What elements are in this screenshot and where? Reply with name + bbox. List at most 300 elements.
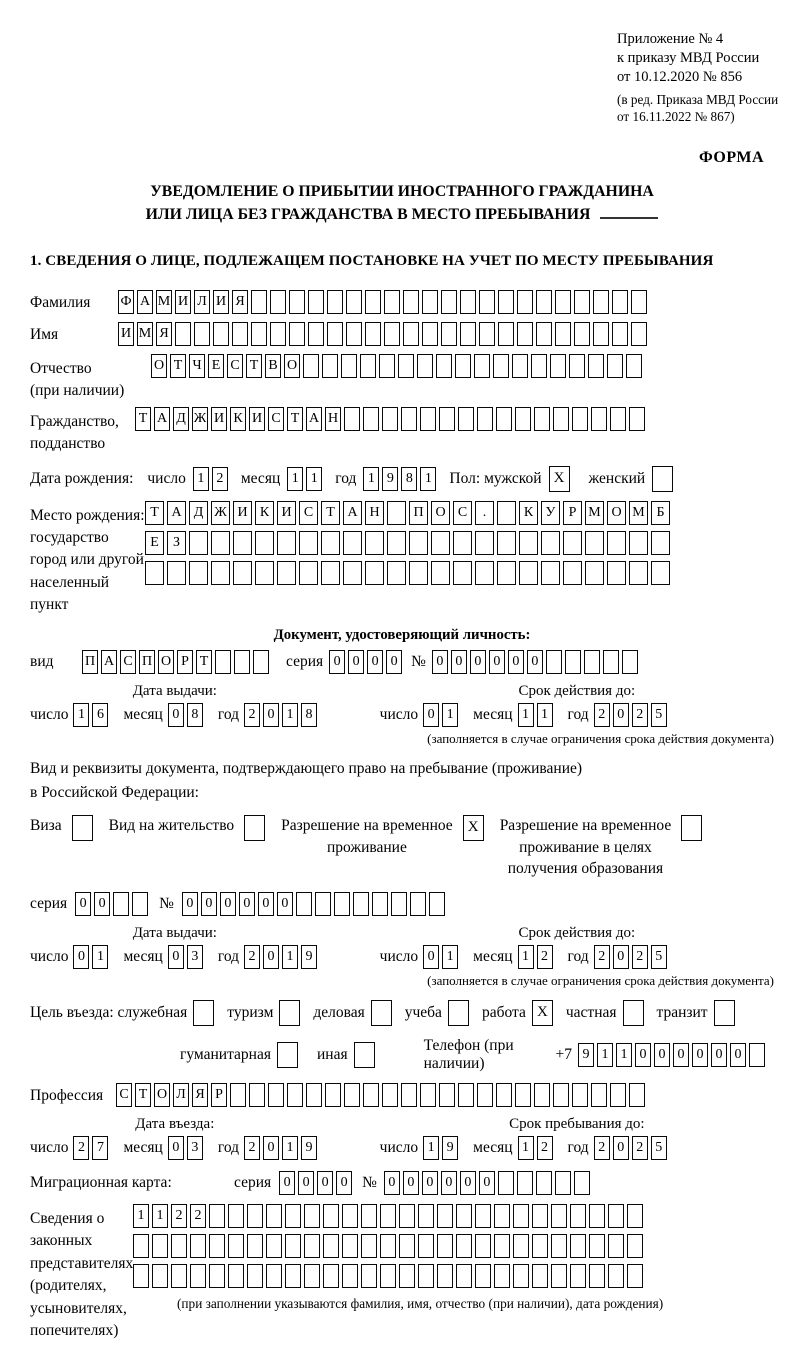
char-cell[interactable]: И (277, 501, 296, 525)
char-cell[interactable] (365, 322, 381, 346)
char-cell[interactable] (553, 407, 569, 431)
char-cell[interactable] (327, 290, 343, 314)
char-cell[interactable]: X (549, 466, 570, 492)
char-cell[interactable] (266, 1204, 282, 1228)
char-cell[interactable] (342, 1234, 358, 1258)
char-cell[interactable] (190, 1234, 206, 1258)
char-cell[interactable] (591, 1083, 607, 1107)
char-cell[interactable]: 1 (306, 467, 322, 491)
char-cell[interactable]: 8 (401, 467, 417, 491)
char-cell[interactable] (608, 1264, 624, 1288)
char-cell[interactable] (277, 531, 296, 555)
char-cell[interactable] (497, 531, 516, 555)
char-cell[interactable] (498, 290, 514, 314)
char-cell[interactable] (399, 1234, 415, 1258)
char-cell[interactable] (251, 322, 267, 346)
char-cell[interactable] (285, 1234, 301, 1258)
char-cell[interactable]: 2 (537, 1136, 553, 1160)
char-cell[interactable] (363, 407, 379, 431)
char-cell[interactable] (475, 561, 494, 585)
char-cell[interactable] (171, 1264, 187, 1288)
char-cell[interactable]: 0 (75, 892, 91, 916)
char-cell[interactable] (494, 1234, 510, 1258)
char-cell[interactable]: И (211, 407, 227, 431)
char-cell[interactable] (475, 531, 494, 555)
char-cell[interactable]: И (118, 322, 134, 346)
char-cell[interactable] (418, 1234, 434, 1258)
char-cell[interactable] (496, 1083, 512, 1107)
char-cell[interactable] (365, 290, 381, 314)
char-cell[interactable]: 0 (489, 650, 505, 674)
char-cell[interactable]: 0 (730, 1043, 746, 1067)
char-cell[interactable] (570, 1264, 586, 1288)
char-cell[interactable] (365, 561, 384, 585)
char-cell[interactable]: М (137, 322, 153, 346)
char-cell[interactable] (534, 407, 550, 431)
char-cell[interactable] (354, 1042, 375, 1068)
char-cell[interactable] (391, 892, 407, 916)
char-cell[interactable]: А (167, 501, 186, 525)
char-cell[interactable] (189, 561, 208, 585)
char-cell[interactable] (175, 322, 191, 346)
char-cell[interactable]: Б (651, 501, 670, 525)
char-cell[interactable] (306, 1083, 322, 1107)
char-cell[interactable] (519, 561, 538, 585)
char-cell[interactable] (608, 1204, 624, 1228)
char-cell[interactable]: А (137, 290, 153, 314)
char-cell[interactable]: Н (325, 407, 341, 431)
char-cell[interactable]: 0 (422, 1171, 438, 1195)
char-cell[interactable] (534, 1083, 550, 1107)
char-cell[interactable]: X (532, 1000, 553, 1026)
char-cell[interactable] (343, 561, 362, 585)
char-cell[interactable]: 0 (423, 703, 439, 727)
char-cell[interactable]: 0 (403, 1171, 419, 1195)
char-cell[interactable] (211, 561, 230, 585)
char-cell[interactable]: И (213, 290, 229, 314)
char-cell[interactable] (418, 1204, 434, 1228)
char-cell[interactable]: 1 (73, 703, 89, 727)
char-cell[interactable] (315, 892, 331, 916)
char-cell[interactable]: 0 (432, 650, 448, 674)
char-cell[interactable] (585, 561, 604, 585)
char-cell[interactable] (230, 1083, 246, 1107)
char-cell[interactable]: А (306, 407, 322, 431)
char-cell[interactable]: 1 (92, 945, 108, 969)
char-cell[interactable] (441, 290, 457, 314)
char-cell[interactable]: 2 (594, 945, 610, 969)
char-cell[interactable]: 0 (298, 1171, 314, 1195)
char-cell[interactable] (591, 407, 607, 431)
char-cell[interactable] (453, 531, 472, 555)
char-cell[interactable]: 2 (212, 467, 228, 491)
char-cell[interactable] (209, 1204, 225, 1228)
char-cell[interactable] (308, 290, 324, 314)
char-cell[interactable]: Я (156, 322, 172, 346)
char-cell[interactable]: А (343, 501, 362, 525)
char-cell[interactable]: 2 (190, 1204, 206, 1228)
char-cell[interactable] (213, 322, 229, 346)
char-cell[interactable] (379, 354, 395, 378)
char-cell[interactable] (72, 815, 93, 841)
char-cell[interactable]: Р (563, 501, 582, 525)
char-cell[interactable] (228, 1234, 244, 1258)
char-cell[interactable] (268, 1083, 284, 1107)
char-cell[interactable]: С (120, 650, 136, 674)
char-cell[interactable] (342, 1204, 358, 1228)
char-cell[interactable] (133, 1264, 149, 1288)
char-cell[interactable] (270, 322, 286, 346)
char-cell[interactable] (553, 1083, 569, 1107)
char-cell[interactable] (304, 1204, 320, 1228)
char-cell[interactable] (361, 1234, 377, 1258)
char-cell[interactable]: 0 (258, 892, 274, 916)
char-cell[interactable]: Т (135, 407, 151, 431)
char-cell[interactable]: И (175, 290, 191, 314)
char-cell[interactable] (749, 1043, 765, 1067)
char-cell[interactable]: Д (189, 501, 208, 525)
char-cell[interactable] (194, 322, 210, 346)
char-cell[interactable] (409, 561, 428, 585)
char-cell[interactable]: 8 (301, 703, 317, 727)
char-cell[interactable] (279, 1000, 300, 1026)
char-cell[interactable] (479, 290, 495, 314)
char-cell[interactable] (555, 1171, 571, 1195)
char-cell[interactable] (372, 892, 388, 916)
char-cell[interactable] (211, 531, 230, 555)
char-cell[interactable] (277, 561, 296, 585)
char-cell[interactable]: 2 (244, 945, 260, 969)
char-cell[interactable] (322, 354, 338, 378)
char-cell[interactable] (251, 290, 267, 314)
char-cell[interactable]: 6 (92, 703, 108, 727)
char-cell[interactable]: X (463, 815, 484, 841)
char-cell[interactable] (479, 322, 495, 346)
char-cell[interactable] (422, 290, 438, 314)
char-cell[interactable]: 2 (244, 1136, 260, 1160)
char-cell[interactable] (189, 531, 208, 555)
char-cell[interactable] (439, 407, 455, 431)
char-cell[interactable]: Т (135, 1083, 151, 1107)
char-cell[interactable]: 0 (317, 1171, 333, 1195)
char-cell[interactable] (475, 1264, 491, 1288)
char-cell[interactable] (403, 290, 419, 314)
char-cell[interactable]: П (139, 650, 155, 674)
char-cell[interactable]: Ж (211, 501, 230, 525)
char-cell[interactable]: О (284, 354, 300, 378)
char-cell[interactable] (493, 354, 509, 378)
char-cell[interactable] (323, 1234, 339, 1258)
char-cell[interactable] (681, 815, 702, 841)
char-cell[interactable]: 0 (711, 1043, 727, 1067)
char-cell[interactable] (541, 531, 560, 555)
char-cell[interactable]: 0 (384, 1171, 400, 1195)
char-cell[interactable] (517, 1171, 533, 1195)
char-cell[interactable] (498, 322, 514, 346)
char-cell[interactable]: Ч (189, 354, 205, 378)
char-cell[interactable] (353, 892, 369, 916)
char-cell[interactable]: Р (211, 1083, 227, 1107)
char-cell[interactable]: К (519, 501, 538, 525)
char-cell[interactable]: О (158, 650, 174, 674)
char-cell[interactable]: 0 (441, 1171, 457, 1195)
char-cell[interactable] (532, 1234, 548, 1258)
char-cell[interactable]: 1 (423, 1136, 439, 1160)
char-cell[interactable] (409, 531, 428, 555)
char-cell[interactable] (515, 1083, 531, 1107)
char-cell[interactable] (343, 531, 362, 555)
char-cell[interactable] (569, 354, 585, 378)
char-cell[interactable] (417, 354, 433, 378)
char-cell[interactable] (497, 501, 516, 525)
char-cell[interactable]: О (154, 1083, 170, 1107)
char-cell[interactable] (612, 290, 628, 314)
char-cell[interactable] (652, 466, 673, 492)
char-cell[interactable]: 1 (616, 1043, 632, 1067)
char-cell[interactable] (234, 650, 250, 674)
char-cell[interactable] (626, 354, 642, 378)
char-cell[interactable]: 0 (73, 945, 89, 969)
char-cell[interactable] (477, 1083, 493, 1107)
char-cell[interactable] (429, 892, 445, 916)
char-cell[interactable] (494, 1204, 510, 1228)
char-cell[interactable] (232, 322, 248, 346)
char-cell[interactable] (574, 322, 590, 346)
char-cell[interactable] (436, 354, 452, 378)
char-cell[interactable] (627, 1204, 643, 1228)
char-cell[interactable]: 1 (282, 945, 298, 969)
char-cell[interactable]: Т (321, 501, 340, 525)
char-cell[interactable] (474, 354, 490, 378)
char-cell[interactable] (341, 354, 357, 378)
char-cell[interactable] (190, 1264, 206, 1288)
char-cell[interactable]: 0 (613, 703, 629, 727)
char-cell[interactable] (517, 322, 533, 346)
char-cell[interactable]: С (299, 501, 318, 525)
char-cell[interactable] (399, 1204, 415, 1228)
char-cell[interactable]: Т (145, 501, 164, 525)
char-cell[interactable] (629, 531, 648, 555)
char-cell[interactable] (532, 1264, 548, 1288)
char-cell[interactable] (519, 531, 538, 555)
char-cell[interactable] (342, 1264, 358, 1288)
char-cell[interactable] (437, 1204, 453, 1228)
char-cell[interactable]: 3 (187, 945, 203, 969)
char-cell[interactable]: 9 (382, 467, 398, 491)
char-cell[interactable]: 2 (171, 1204, 187, 1228)
char-cell[interactable]: 2 (632, 1136, 648, 1160)
char-cell[interactable] (321, 531, 340, 555)
char-cell[interactable]: 0 (470, 650, 486, 674)
char-cell[interactable] (513, 1264, 529, 1288)
char-cell[interactable] (371, 1000, 392, 1026)
char-cell[interactable] (323, 1204, 339, 1228)
char-cell[interactable]: 1 (442, 703, 458, 727)
char-cell[interactable]: 1 (518, 1136, 534, 1160)
char-cell[interactable]: П (82, 650, 98, 674)
char-cell[interactable]: М (156, 290, 172, 314)
char-cell[interactable] (546, 650, 562, 674)
char-cell[interactable]: 0 (263, 1136, 279, 1160)
char-cell[interactable]: В (265, 354, 281, 378)
char-cell[interactable] (550, 354, 566, 378)
char-cell[interactable] (612, 322, 628, 346)
char-cell[interactable] (477, 407, 493, 431)
char-cell[interactable] (249, 1083, 265, 1107)
char-cell[interactable] (631, 290, 647, 314)
char-cell[interactable] (287, 1083, 303, 1107)
char-cell[interactable] (277, 1042, 298, 1068)
char-cell[interactable] (460, 290, 476, 314)
char-cell[interactable]: Т (170, 354, 186, 378)
char-cell[interactable]: М (585, 501, 604, 525)
char-cell[interactable] (631, 322, 647, 346)
char-cell[interactable] (593, 290, 609, 314)
char-cell[interactable] (308, 322, 324, 346)
char-cell[interactable] (361, 1204, 377, 1228)
char-cell[interactable] (496, 407, 512, 431)
char-cell[interactable] (607, 531, 626, 555)
char-cell[interactable] (551, 1204, 567, 1228)
char-cell[interactable] (431, 561, 450, 585)
char-cell[interactable] (565, 650, 581, 674)
char-cell[interactable]: 0 (168, 703, 184, 727)
char-cell[interactable] (448, 1000, 469, 1026)
char-cell[interactable] (152, 1264, 168, 1288)
char-cell[interactable] (344, 1083, 360, 1107)
char-cell[interactable]: Д (173, 407, 189, 431)
char-cell[interactable] (570, 1204, 586, 1228)
char-cell[interactable] (627, 1264, 643, 1288)
char-cell[interactable] (623, 1000, 644, 1026)
char-cell[interactable]: С (116, 1083, 132, 1107)
char-cell[interactable] (420, 407, 436, 431)
char-cell[interactable] (610, 407, 626, 431)
char-cell[interactable]: 5 (651, 1136, 667, 1160)
char-cell[interactable]: 0 (527, 650, 543, 674)
char-cell[interactable]: 0 (654, 1043, 670, 1067)
char-cell[interactable] (289, 290, 305, 314)
char-cell[interactable] (513, 1204, 529, 1228)
char-cell[interactable]: А (154, 407, 170, 431)
char-cell[interactable]: 0 (673, 1043, 689, 1067)
char-cell[interactable]: 1 (420, 467, 436, 491)
char-cell[interactable]: К (230, 407, 246, 431)
char-cell[interactable] (209, 1264, 225, 1288)
char-cell[interactable] (460, 322, 476, 346)
char-cell[interactable] (384, 290, 400, 314)
char-cell[interactable]: 1 (152, 1204, 168, 1228)
char-cell[interactable] (255, 531, 274, 555)
char-cell[interactable]: 0 (508, 650, 524, 674)
char-cell[interactable] (555, 290, 571, 314)
char-cell[interactable]: 2 (632, 945, 648, 969)
char-cell[interactable] (458, 1083, 474, 1107)
char-cell[interactable]: 0 (279, 1171, 295, 1195)
char-cell[interactable]: 0 (201, 892, 217, 916)
char-cell[interactable]: Я (192, 1083, 208, 1107)
char-cell[interactable]: Т (246, 354, 262, 378)
char-cell[interactable] (171, 1234, 187, 1258)
char-cell[interactable] (323, 1264, 339, 1288)
char-cell[interactable] (209, 1234, 225, 1258)
char-cell[interactable]: Е (145, 531, 164, 555)
char-cell[interactable]: 1 (193, 467, 209, 491)
char-cell[interactable] (572, 1083, 588, 1107)
char-cell[interactable]: 1 (133, 1204, 149, 1228)
char-cell[interactable]: 1 (518, 703, 534, 727)
char-cell[interactable] (585, 531, 604, 555)
char-cell[interactable]: А (101, 650, 117, 674)
char-cell[interactable]: Л (173, 1083, 189, 1107)
char-cell[interactable] (456, 1204, 472, 1228)
char-cell[interactable] (401, 407, 417, 431)
char-cell[interactable]: Ф (118, 290, 134, 314)
char-cell[interactable] (608, 1234, 624, 1258)
char-cell[interactable] (422, 322, 438, 346)
char-cell[interactable] (380, 1264, 396, 1288)
char-cell[interactable] (455, 354, 471, 378)
char-cell[interactable] (475, 1234, 491, 1258)
char-cell[interactable] (441, 322, 457, 346)
char-cell[interactable]: З (167, 531, 186, 555)
char-cell[interactable] (607, 561, 626, 585)
char-cell[interactable] (113, 892, 129, 916)
char-cell[interactable] (253, 650, 269, 674)
char-cell[interactable]: 0 (348, 650, 364, 674)
char-cell[interactable] (589, 1264, 605, 1288)
char-cell[interactable] (244, 815, 265, 841)
char-cell[interactable] (247, 1264, 263, 1288)
char-cell[interactable] (531, 354, 547, 378)
char-cell[interactable] (289, 322, 305, 346)
char-cell[interactable] (285, 1204, 301, 1228)
char-cell[interactable] (233, 531, 252, 555)
char-cell[interactable]: 0 (386, 650, 402, 674)
char-cell[interactable] (512, 354, 528, 378)
char-cell[interactable]: 2 (537, 945, 553, 969)
char-cell[interactable] (304, 1264, 320, 1288)
char-cell[interactable]: 3 (187, 1136, 203, 1160)
char-cell[interactable]: П (409, 501, 428, 525)
char-cell[interactable] (563, 561, 582, 585)
char-cell[interactable]: У (541, 501, 560, 525)
char-cell[interactable] (439, 1083, 455, 1107)
char-cell[interactable]: 2 (594, 1136, 610, 1160)
char-cell[interactable]: 0 (451, 650, 467, 674)
char-cell[interactable]: 0 (613, 945, 629, 969)
char-cell[interactable]: 0 (336, 1171, 352, 1195)
char-cell[interactable] (399, 1264, 415, 1288)
char-cell[interactable] (551, 1234, 567, 1258)
char-cell[interactable] (532, 1204, 548, 1228)
char-cell[interactable] (456, 1234, 472, 1258)
char-cell[interactable]: 0 (635, 1043, 651, 1067)
char-cell[interactable] (651, 531, 670, 555)
char-cell[interactable] (536, 290, 552, 314)
char-cell[interactable] (572, 407, 588, 431)
char-cell[interactable] (398, 354, 414, 378)
char-cell[interactable] (551, 1264, 567, 1288)
char-cell[interactable]: 0 (94, 892, 110, 916)
char-cell[interactable] (327, 322, 343, 346)
char-cell[interactable]: 1 (287, 467, 303, 491)
char-cell[interactable]: 1 (597, 1043, 613, 1067)
char-cell[interactable] (321, 561, 340, 585)
char-cell[interactable] (629, 561, 648, 585)
char-cell[interactable] (458, 407, 474, 431)
char-cell[interactable]: 0 (182, 892, 198, 916)
